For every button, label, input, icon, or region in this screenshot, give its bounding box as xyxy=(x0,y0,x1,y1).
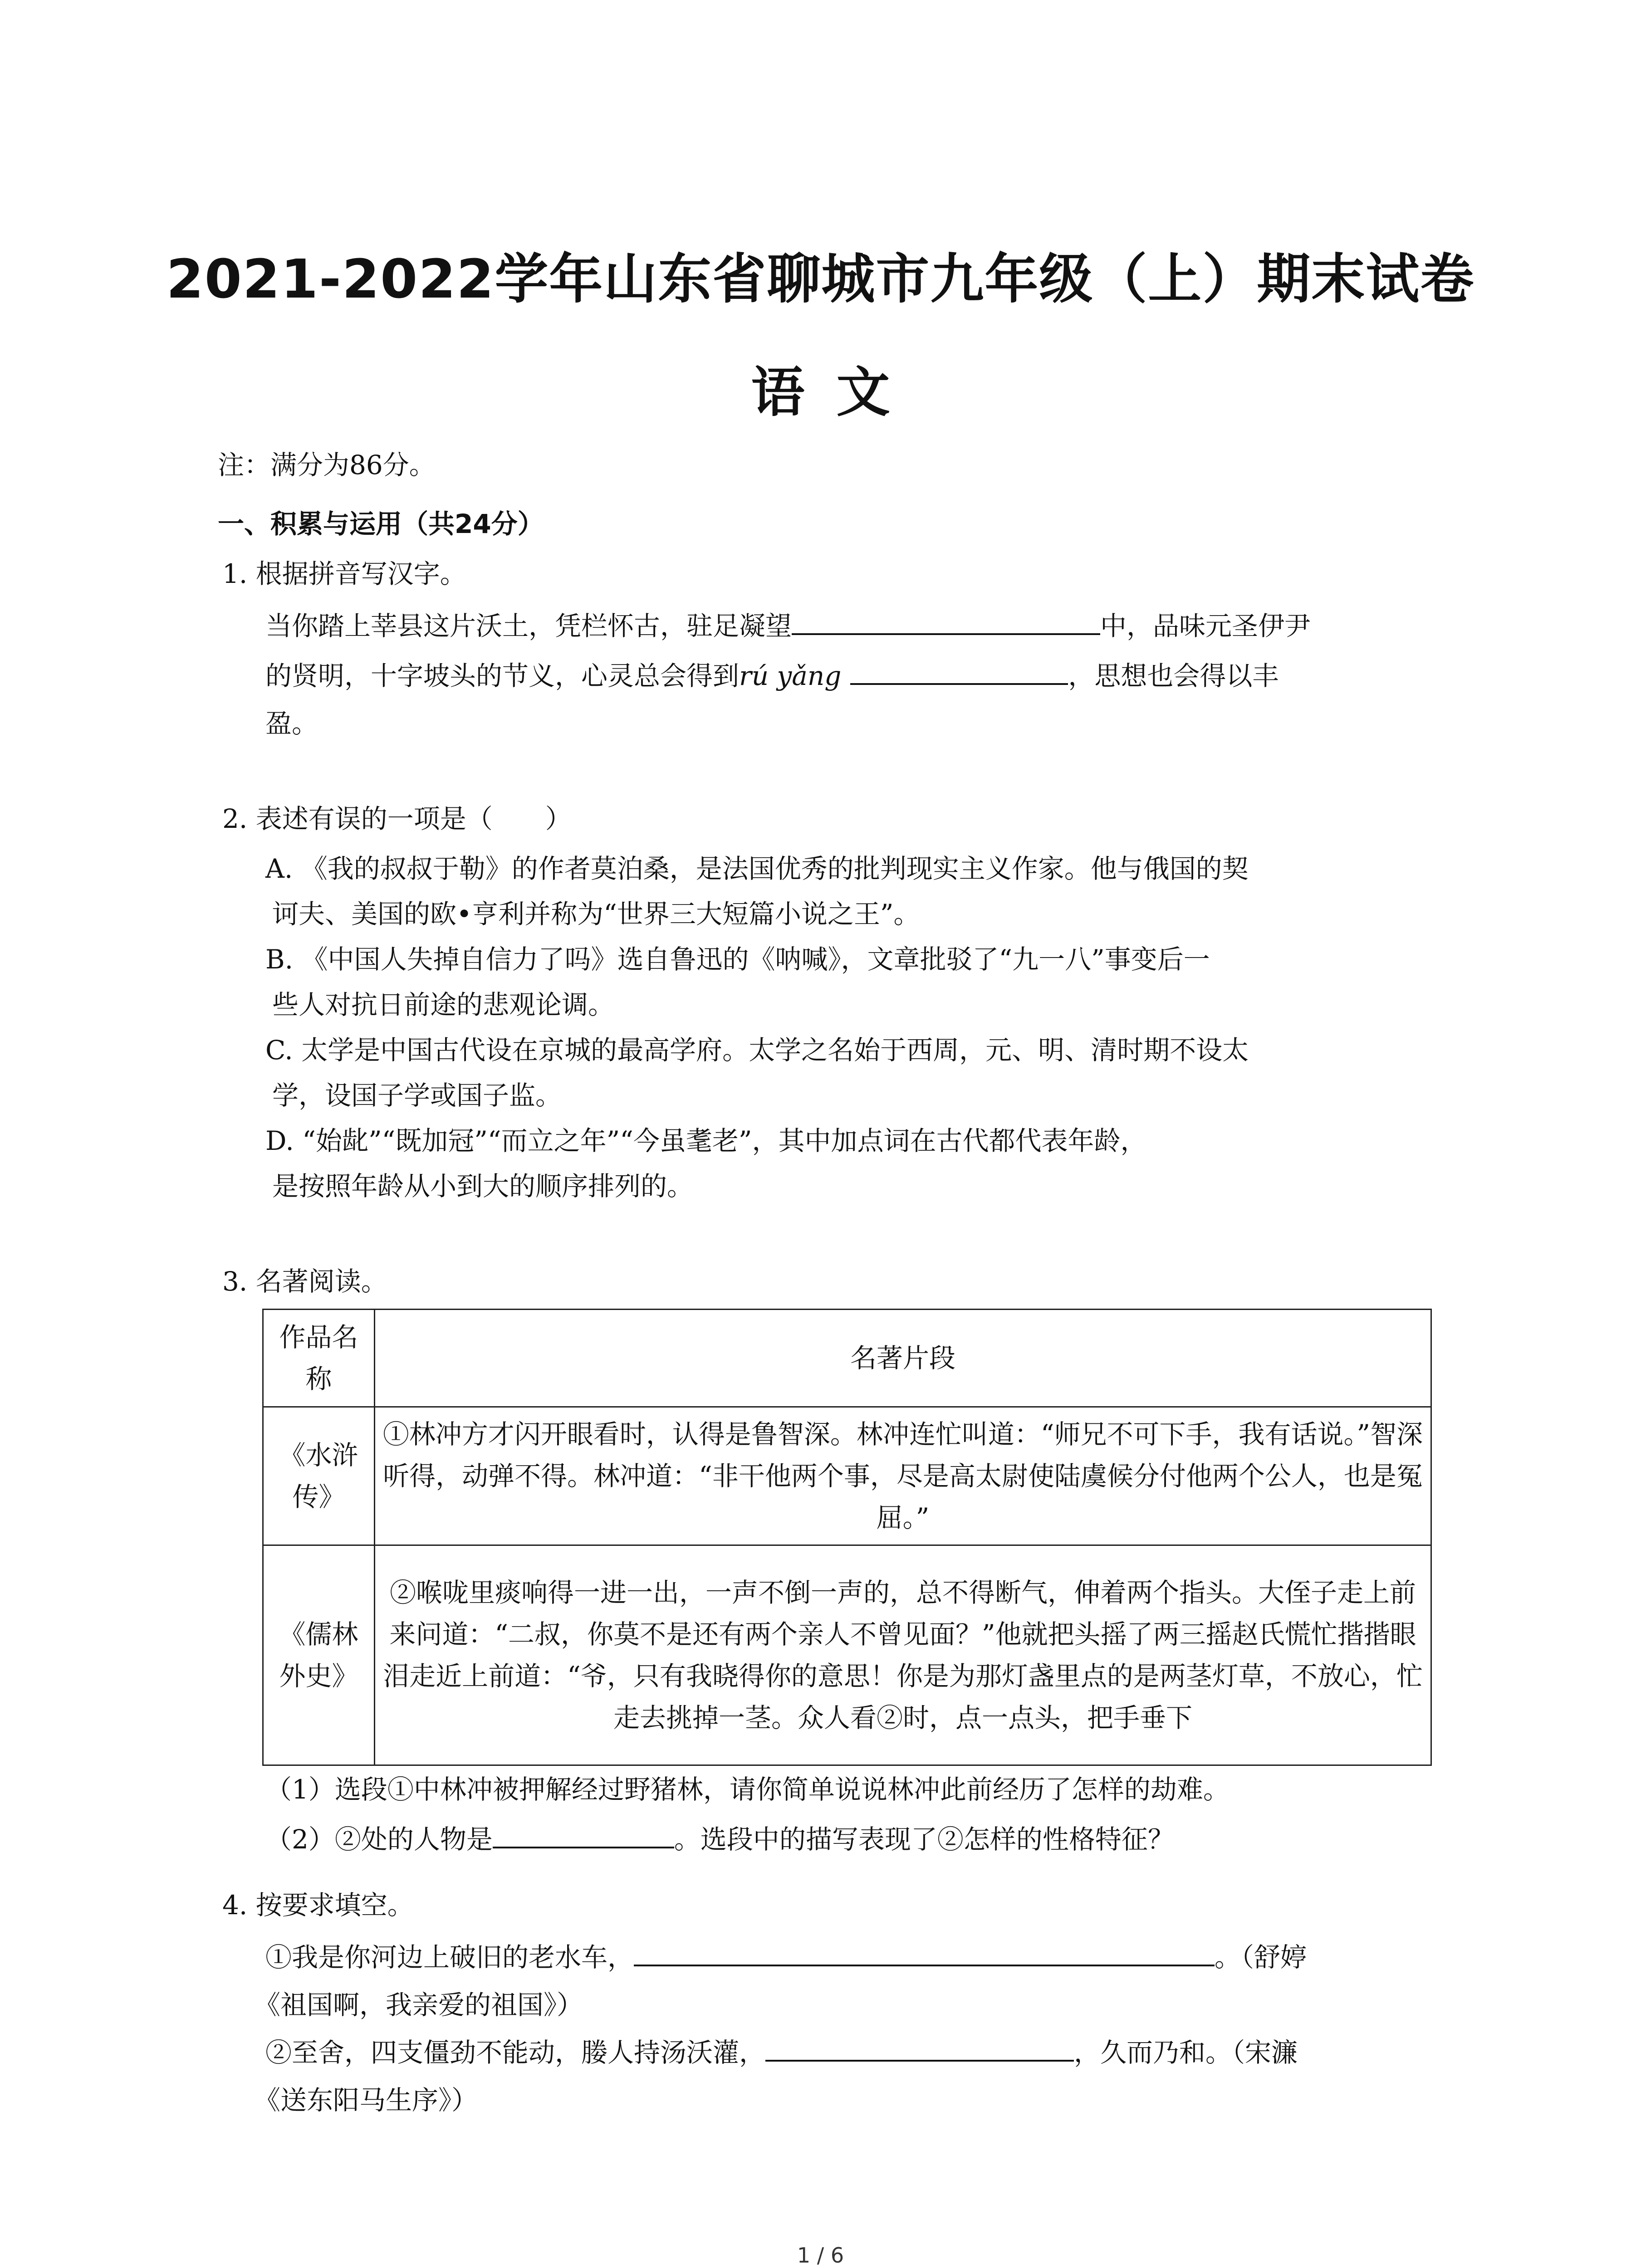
q1-line3: 盈。 xyxy=(265,708,318,739)
answer-blank[interactable] xyxy=(850,653,1068,685)
exam-subject: 语文 xyxy=(751,361,922,424)
col-header-excerpt: 名著片段 xyxy=(375,1310,1431,1407)
q4-item1 xyxy=(265,1935,1307,1980)
page-number: 1 / 6 xyxy=(797,2243,844,2268)
q2-option-a-cont: 诃夫、美国的欧•亨利并称为“世界三大短篇小说之王”。 xyxy=(272,899,920,929)
q1-line1 xyxy=(265,603,1311,649)
q4-text: ①我是你河边上破旧的老水车， xyxy=(265,1942,634,1973)
q4-text: ②至舍，四支僵劲不能动，媵人持汤沃灌， xyxy=(265,2037,766,2068)
q4-text: 。（舒婷 xyxy=(1215,1942,1307,1973)
work-name: 《儒林外史》 xyxy=(263,1545,375,1765)
q2-option-c-cont: 学，设国子学或国子监。 xyxy=(272,1080,562,1111)
q1-line2 xyxy=(265,653,1279,699)
work-excerpt: ②喉咙里痰响得一进一出，一声不倒一声的，总不得断气，伸着两个指头。大侄子走上前来问道：“二叔，你莫不是还有两个亲人不曾见面？”他就把头摇了两三摇赵氏慌忙揩揩眼泪走近上前道：“爷，只有我晓得你的意思！你是为那灯盏里点的是两茎灯草，不放心，忙走去挑掉一茎。众人看②时，点一点头，把手垂下 xyxy=(375,1545,1431,1765)
q1-text: 中，品味元圣伊尹 xyxy=(1100,611,1311,641)
q2-option-c: C. 太学是中国古代设在京城的最高学府。太学之名始于西周，元、明、清时期不设太 xyxy=(265,1035,1249,1066)
col-header-name: 作品名称 xyxy=(263,1310,375,1407)
q3-text: 。选段中的描写表现了②怎样的性格特征？ xyxy=(674,1824,1174,1855)
section-heading: 一、积累与运用（共24分） xyxy=(218,508,544,539)
answer-blank[interactable] xyxy=(493,1817,674,1848)
answer-blank[interactable] xyxy=(792,603,1100,635)
q4-stem: 4. 按要求填空。 xyxy=(222,1890,414,1921)
q1-stem: 1. 根据拼音写汉字。 xyxy=(222,558,466,589)
q2-option-a: A. 《我的叔叔于勒》的作者莫泊桑，是法国优秀的批判现实主义作家。他与俄国的契 xyxy=(265,853,1249,884)
q4-item2 xyxy=(265,2030,1298,2075)
pinyin: rú yǎng xyxy=(739,660,842,691)
q2-option-d: D. “始龀”“既加冠”“而立之年”“今虽耄老”，其中加点词在古代都代表年龄， xyxy=(265,1125,1147,1156)
q4-text: ，久而乃和。（宋濂 xyxy=(1074,2037,1298,2068)
table-row xyxy=(263,1545,1431,1765)
works-table xyxy=(262,1309,1432,1766)
q3-stem: 3. 名著阅读。 xyxy=(222,1266,387,1297)
work-excerpt: ①林冲方才闪开眼看时，认得是鲁智深。林冲连忙叫道：“师兄不可下手，我有话说。”智深听得，动弹不得。林冲道：“非干他两个事，尽是高太尉使陆虞候分付他两个公人，也是冤屈。” xyxy=(375,1407,1431,1545)
q3-sub1: （1）选段①中林冲被押解经过野猪林，请你简单说说林冲此前经历了怎样的劫难。 xyxy=(265,1774,1230,1805)
q1-text: 当你踏上莘县这片沃土，凭栏怀古，驻足凝望 xyxy=(265,611,792,641)
q3-sub2 xyxy=(265,1817,1174,1862)
answer-blank[interactable] xyxy=(765,2030,1074,2062)
score-note: 注：满分为86分。 xyxy=(218,450,436,480)
answer-blank[interactable] xyxy=(634,1935,1215,1966)
q4-item2-source: 《送东阳马生序》） xyxy=(254,2085,478,2116)
table-header-row xyxy=(263,1310,1431,1407)
q2-option-b: B. 《中国人失掉自信力了吗》选自鲁迅的《呐喊》，文章批驳了“九一八”事变后一 xyxy=(265,944,1210,975)
q3-text: （2）②处的人物是 xyxy=(265,1824,493,1855)
table-row xyxy=(263,1407,1431,1545)
q1-text: 的贤明，十字坡头的节义，心灵总会得到 xyxy=(265,660,740,691)
q2-stem: 2. 表述有误的一项是（ ） xyxy=(222,803,572,834)
work-name: 《水浒传》 xyxy=(263,1407,375,1545)
q2-option-d-cont: 是按照年龄从小到大的顺序排列的。 xyxy=(272,1171,694,1202)
q2-option-b-cont: 些人对抗日前途的悲观论调。 xyxy=(272,989,615,1020)
q1-text: ，思想也会得以丰 xyxy=(1068,660,1279,691)
exam-title: 2021-2022学年山东省聊城市九年级（上）期末试卷 xyxy=(166,248,1475,310)
q4-item1-source: 《祖国啊，我亲爱的祖国》） xyxy=(254,1989,583,2020)
